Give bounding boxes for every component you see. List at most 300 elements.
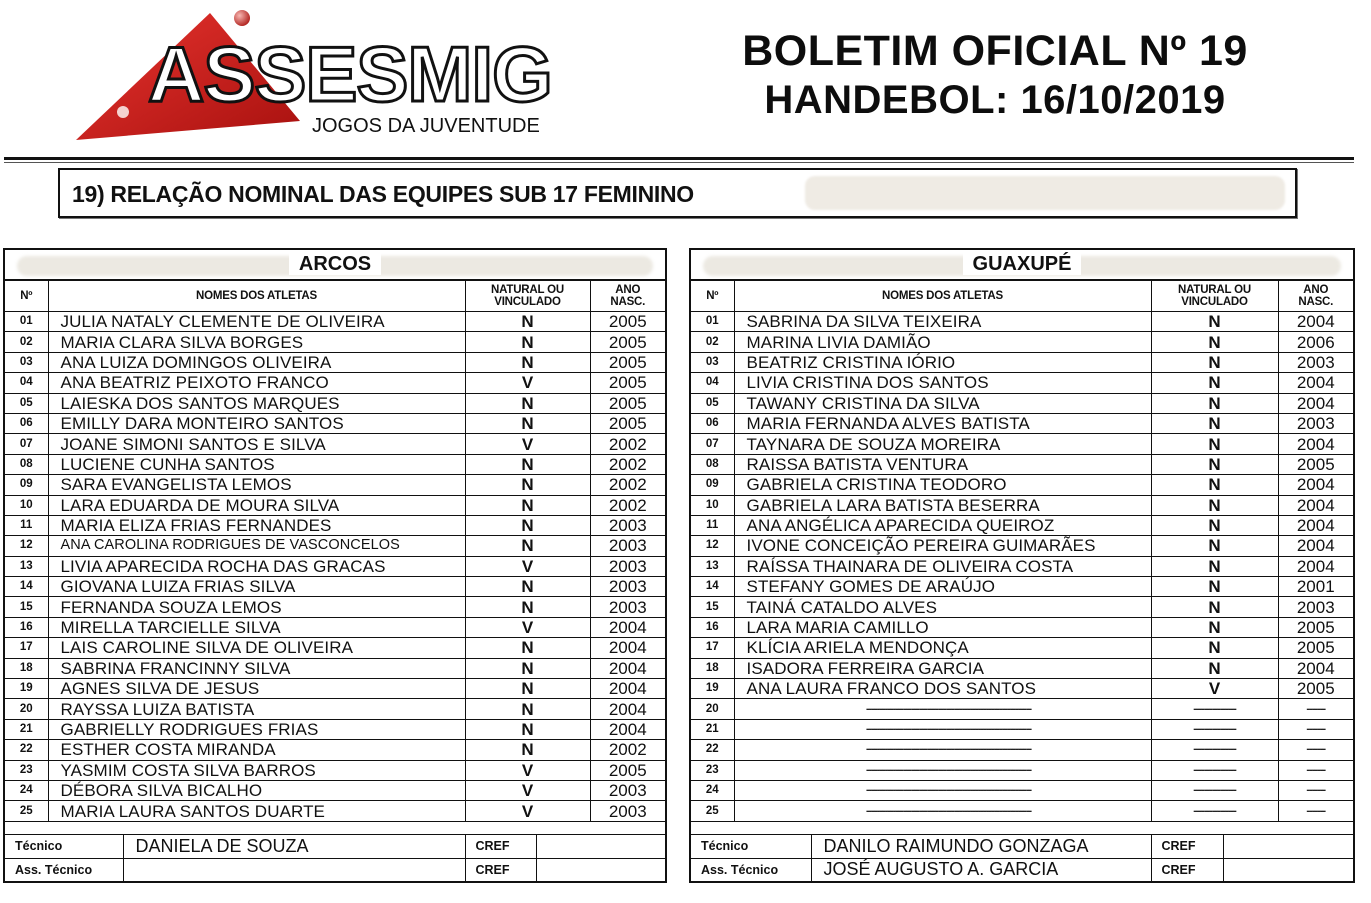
athlete-number: 07 xyxy=(691,434,734,454)
col-header-number: Nº xyxy=(5,281,48,312)
coach-name: DANILO RAIMUNDO GONZAGA xyxy=(811,835,1151,859)
athlete-origin: N xyxy=(465,413,590,433)
athlete-row xyxy=(691,434,1353,454)
athlete-number: 02 xyxy=(5,332,48,352)
athlete-number: 10 xyxy=(5,495,48,515)
athlete-origin: N xyxy=(465,352,590,372)
athlete-birth-year: 2001 xyxy=(1278,577,1353,597)
athlete-birth-year: 2003 xyxy=(590,597,665,617)
athlete-number: 13 xyxy=(5,556,48,576)
athlete-origin: N xyxy=(1151,638,1278,658)
athlete-origin: N xyxy=(465,332,590,352)
athlete-name: ANA LAURA FRANCO DOS SANTOS xyxy=(734,679,1151,699)
assistant-label: Ass. Técnico xyxy=(691,858,811,881)
athlete-birth-year: 2002 xyxy=(590,740,665,760)
athlete-row xyxy=(5,556,665,576)
athlete-number: 15 xyxy=(5,597,48,617)
athlete-number: 18 xyxy=(5,658,48,678)
athlete-name: GABRIELA LARA BATISTA BESERRA xyxy=(734,495,1151,515)
athlete-origin: N xyxy=(465,495,590,515)
col-header-name: NOMES DOS ATLETAS xyxy=(734,281,1151,312)
bulletin-number: BOLETIM OFICIAL Nº 19 xyxy=(742,27,1248,75)
athlete-number: 13 xyxy=(691,556,734,576)
athlete-number: 24 xyxy=(5,780,48,800)
athlete-number: 07 xyxy=(5,434,48,454)
athlete-birth-year: 2005 xyxy=(590,312,665,332)
team-table-guaxupe xyxy=(689,248,1355,883)
staff-table xyxy=(691,834,1353,881)
col-header-year-line2: NASC. xyxy=(610,296,646,308)
athlete-row xyxy=(691,454,1353,474)
athlete-number: 16 xyxy=(691,617,734,637)
athlete-origin: N xyxy=(1151,475,1278,495)
section-highlight xyxy=(805,176,1285,210)
athlete-number: 22 xyxy=(5,740,48,760)
athlete-row xyxy=(691,719,1353,739)
athlete-name: IVONE CONCEIÇÃO PEREIRA GUIMARÃES xyxy=(734,536,1151,556)
athlete-name: LARA EDUARDA DE MOURA SILVA xyxy=(48,495,465,515)
athlete-row xyxy=(5,475,665,495)
athlete-name: JOANE SIMONI SANTOS E SILVA xyxy=(48,434,465,454)
athlete-row xyxy=(691,373,1353,393)
athlete-row xyxy=(5,597,665,617)
athlete-number: 14 xyxy=(691,577,734,597)
athlete-birth-year: 2003 xyxy=(1278,413,1353,433)
coach-label: Técnico xyxy=(691,835,811,859)
athlete-birth-year: 2004 xyxy=(1278,475,1353,495)
athlete-origin: V xyxy=(465,373,590,393)
athlete-number: 12 xyxy=(691,536,734,556)
athlete-row xyxy=(691,638,1353,658)
athlete-name: DÉBORA SILVA BICALHO xyxy=(48,780,465,800)
athlete-number: 16 xyxy=(5,617,48,637)
athlete-origin: V xyxy=(465,760,590,780)
athlete-row xyxy=(691,801,1353,821)
athlete-row xyxy=(691,740,1353,760)
athlete-row xyxy=(5,413,665,433)
athlete-name: BEATRIZ CRISTINA IÓRIO xyxy=(734,352,1151,372)
athlete-birth-year: 2002 xyxy=(590,495,665,515)
assistant-name xyxy=(123,858,465,881)
athlete-row xyxy=(691,312,1353,332)
athlete-origin: N xyxy=(465,719,590,739)
athlete-name: TAWANY CRISTINA DA SILVA xyxy=(734,393,1151,413)
athlete-origin: ---------------- xyxy=(1151,740,1278,760)
athlete-number: 25 xyxy=(691,801,734,821)
athlete-number: 25 xyxy=(5,801,48,821)
athlete-number: 20 xyxy=(691,699,734,719)
athlete-origin: ---------------- xyxy=(1151,780,1278,800)
athlete-row xyxy=(5,740,665,760)
athlete-row xyxy=(5,373,665,393)
team-name: GUAXUPÉ xyxy=(963,253,1082,275)
athlete-row xyxy=(5,719,665,739)
bulletin-title xyxy=(690,26,1300,124)
athlete-origin: V xyxy=(465,617,590,637)
athlete-number: 09 xyxy=(5,475,48,495)
athlete-name: EMILLY DARA MONTEIRO SANTOS xyxy=(48,413,465,433)
coach-name: DANIELA DE SOUZA xyxy=(123,835,465,859)
bulletin-sport-date: HANDEBOL: 16/10/2019 xyxy=(764,78,1226,122)
athlete-origin: V xyxy=(1151,679,1278,699)
athlete-number: 05 xyxy=(691,393,734,413)
athlete-name: LUCIENE CUNHA SANTOS xyxy=(48,454,465,474)
roster-table xyxy=(5,281,665,822)
athlete-name: KLÍCIA ARIELA MENDONÇA xyxy=(734,638,1151,658)
athlete-origin: N xyxy=(1151,556,1278,576)
coach-row xyxy=(5,835,665,859)
athlete-number: 01 xyxy=(691,312,734,332)
athlete-origin: N xyxy=(1151,577,1278,597)
athlete-birth-year: ------- xyxy=(1278,740,1353,760)
athlete-birth-year: 2005 xyxy=(590,352,665,372)
athlete-birth-year: ------- xyxy=(1278,760,1353,780)
athlete-number: 04 xyxy=(5,373,48,393)
athlete-birth-year: 2002 xyxy=(590,475,665,495)
athlete-row xyxy=(691,413,1353,433)
athlete-name: LIVIA APARECIDA ROCHA DAS GRACAS xyxy=(48,556,465,576)
athlete-number: 21 xyxy=(5,719,48,739)
athlete-row xyxy=(691,780,1353,800)
athlete-name: SABRINA DA SILVA TEIXEIRA xyxy=(734,312,1151,332)
athlete-birth-year: 2004 xyxy=(1278,393,1353,413)
athlete-number: 03 xyxy=(691,352,734,372)
athlete-origin: N xyxy=(1151,536,1278,556)
col-header-origin-line2: VINCULADO xyxy=(494,296,561,308)
athlete-name: MARIA LAURA SANTOS DUARTE xyxy=(48,801,465,821)
athlete-origin: ---------------- xyxy=(1151,699,1278,719)
col-header-name: NOMES DOS ATLETAS xyxy=(48,281,465,312)
athlete-origin: ---------------- xyxy=(1151,801,1278,821)
athlete-name: -------------------------------------------------------------- xyxy=(734,699,1151,719)
athlete-row xyxy=(5,760,665,780)
assistant-label: Ass. Técnico xyxy=(5,858,123,881)
athlete-row xyxy=(691,597,1353,617)
athlete-number: 04 xyxy=(691,373,734,393)
athlete-birth-year: 2004 xyxy=(590,699,665,719)
athlete-birth-year: 2004 xyxy=(1278,312,1353,332)
athlete-name: TAINÁ CATALDO ALVES xyxy=(734,597,1151,617)
athlete-birth-year: 2004 xyxy=(590,658,665,678)
athlete-row xyxy=(691,617,1353,637)
athlete-birth-year: 2005 xyxy=(590,760,665,780)
athlete-name: MIRELLA TARCIELLE SILVA xyxy=(48,617,465,637)
section-title: 19) RELAÇÃO NOMINAL DAS EQUIPES SUB 17 FEMININO xyxy=(72,181,694,207)
athlete-origin: N xyxy=(1151,597,1278,617)
col-header-origin xyxy=(465,281,590,312)
athlete-name: ANA ANGÉLICA APARECIDA QUEIROZ xyxy=(734,515,1151,535)
athlete-number: 19 xyxy=(5,679,48,699)
athlete-name: TAYNARA DE SOUZA MOREIRA xyxy=(734,434,1151,454)
athlete-name: -------------------------------------------------------------- xyxy=(734,719,1151,739)
athlete-origin: N xyxy=(1151,312,1278,332)
athlete-row xyxy=(691,515,1353,535)
athlete-origin: N xyxy=(1151,495,1278,515)
athlete-name: ANA CAROLINA RODRIGUES DE VASCONCELOS xyxy=(48,536,465,556)
athlete-row xyxy=(5,434,665,454)
athlete-name: -------------------------------------------------------------- xyxy=(734,780,1151,800)
athlete-number: 14 xyxy=(5,577,48,597)
athlete-row xyxy=(5,699,665,719)
athlete-origin: ---------------- xyxy=(1151,760,1278,780)
athlete-origin: N xyxy=(1151,434,1278,454)
athlete-birth-year: 2005 xyxy=(590,332,665,352)
athlete-name: MARIA CLARA SILVA BORGES xyxy=(48,332,465,352)
athlete-row xyxy=(5,536,665,556)
athlete-number: 12 xyxy=(5,536,48,556)
athlete-name: LAIS CAROLINE SILVA DE OLIVEIRA xyxy=(48,638,465,658)
athlete-origin: N xyxy=(465,475,590,495)
athlete-origin: N xyxy=(1151,454,1278,474)
col-header-year-line1: ANO xyxy=(1303,284,1329,296)
athlete-name: ANA BEATRIZ PEIXOTO FRANCO xyxy=(48,373,465,393)
athlete-origin: N xyxy=(1151,352,1278,372)
athlete-birth-year: 2004 xyxy=(1278,556,1353,576)
athlete-number: 09 xyxy=(691,475,734,495)
athlete-origin: N xyxy=(465,577,590,597)
athlete-origin: N xyxy=(465,536,590,556)
athlete-origin: ---------------- xyxy=(1151,719,1278,739)
athlete-birth-year: ------- xyxy=(1278,801,1353,821)
coach-cref-label: CREF xyxy=(1151,835,1223,859)
athlete-row xyxy=(691,760,1353,780)
athlete-row xyxy=(691,577,1353,597)
athlete-row xyxy=(5,780,665,800)
athlete-number: 23 xyxy=(5,760,48,780)
assistant-cref-label: CREF xyxy=(465,858,536,881)
athlete-row xyxy=(691,393,1353,413)
col-header-origin-line2: VINCULADO xyxy=(1181,296,1248,308)
athlete-birth-year: 2005 xyxy=(590,373,665,393)
athlete-name: SARA EVANGELISTA LEMOS xyxy=(48,475,465,495)
athlete-row xyxy=(691,536,1353,556)
logo-brand-text: ASSESMIG xyxy=(148,38,552,110)
athlete-name: AGNES SILVA DE JESUS xyxy=(48,679,465,699)
athlete-name: SABRINA FRANCINNY SILVA xyxy=(48,658,465,678)
athlete-number: 06 xyxy=(5,413,48,433)
athlete-row xyxy=(5,577,665,597)
col-header-year-line1: ANO xyxy=(615,284,641,296)
coach-cref-label: CREF xyxy=(465,835,536,859)
athlete-name: ESTHER COSTA MIRANDA xyxy=(48,740,465,760)
section-heading-box xyxy=(58,168,1297,218)
athlete-origin: V xyxy=(465,556,590,576)
athlete-number: 11 xyxy=(691,515,734,535)
athlete-number: 11 xyxy=(5,515,48,535)
athlete-birth-year: 2003 xyxy=(1278,597,1353,617)
athlete-row xyxy=(5,332,665,352)
athlete-birth-year: 2003 xyxy=(590,801,665,821)
athlete-name: -------------------------------------------------------------- xyxy=(734,801,1151,821)
assistant-row xyxy=(691,858,1353,881)
assistant-cref-value xyxy=(1223,858,1353,881)
athlete-origin: N xyxy=(465,515,590,535)
athlete-birth-year: 2003 xyxy=(590,515,665,535)
athlete-row xyxy=(691,658,1353,678)
athlete-birth-year: ------- xyxy=(1278,699,1353,719)
athlete-name: RAYSSA LUIZA BATISTA xyxy=(48,699,465,719)
athlete-birth-year: 2006 xyxy=(1278,332,1353,352)
athlete-name: RAÍSSA THAINARA DE OLIVEIRA COSTA xyxy=(734,556,1151,576)
athlete-row xyxy=(5,638,665,658)
athlete-number: 23 xyxy=(691,760,734,780)
athlete-number: 05 xyxy=(5,393,48,413)
col-header-origin-line1: NATURAL OU xyxy=(491,284,564,296)
athlete-row xyxy=(691,699,1353,719)
athlete-row xyxy=(691,332,1353,352)
athlete-birth-year: 2003 xyxy=(590,780,665,800)
athlete-row xyxy=(5,495,665,515)
coach-row xyxy=(691,835,1353,859)
athlete-origin: N xyxy=(465,597,590,617)
athlete-row xyxy=(5,312,665,332)
athlete-row xyxy=(691,475,1353,495)
athlete-birth-year: 2002 xyxy=(590,434,665,454)
assistant-cref-value xyxy=(536,858,665,881)
roster-header-row xyxy=(5,281,665,312)
athlete-row xyxy=(5,679,665,699)
athlete-birth-year: 2005 xyxy=(1278,617,1353,637)
athlete-name: STEFANY GOMES DE ARAÚJO xyxy=(734,577,1151,597)
athlete-origin: V xyxy=(465,434,590,454)
athlete-name: LARA MARIA CAMILLO xyxy=(734,617,1151,637)
athlete-birth-year: 2005 xyxy=(1278,454,1353,474)
athlete-number: 08 xyxy=(691,454,734,474)
athlete-row xyxy=(5,352,665,372)
athlete-birth-year: 2004 xyxy=(590,638,665,658)
athlete-birth-year: 2005 xyxy=(590,393,665,413)
athlete-birth-year: ------- xyxy=(1278,780,1353,800)
team-name: ARCOS xyxy=(289,253,381,275)
assistant-row xyxy=(5,858,665,881)
athlete-birth-year: 2004 xyxy=(590,679,665,699)
athlete-row xyxy=(5,454,665,474)
athlete-origin: V xyxy=(465,801,590,821)
athlete-row xyxy=(5,658,665,678)
coach-cref-value xyxy=(1223,835,1353,859)
athlete-origin: N xyxy=(1151,515,1278,535)
athlete-number: 20 xyxy=(5,699,48,719)
athlete-birth-year: 2004 xyxy=(1278,515,1353,535)
athlete-row xyxy=(5,801,665,821)
athlete-name: MARIA ELIZA FRIAS FERNANDES xyxy=(48,515,465,535)
athlete-origin: N xyxy=(465,679,590,699)
athlete-origin: N xyxy=(1151,658,1278,678)
athlete-origin: V xyxy=(465,780,590,800)
athlete-origin: N xyxy=(465,658,590,678)
assesmig-logo xyxy=(70,8,640,148)
coach-label: Técnico xyxy=(5,835,123,859)
athlete-name: MARIA FERNANDA ALVES BATISTA xyxy=(734,413,1151,433)
athlete-birth-year: 2005 xyxy=(1278,679,1353,699)
athlete-row xyxy=(691,495,1353,515)
header-divider-thin xyxy=(4,162,1354,163)
athlete-name: RAISSA BATISTA VENTURA xyxy=(734,454,1151,474)
team-table-arcos xyxy=(3,248,667,883)
athlete-number: 08 xyxy=(5,454,48,474)
roster-body xyxy=(691,312,1353,822)
athlete-origin: N xyxy=(465,393,590,413)
athlete-row xyxy=(691,679,1353,699)
assistant-cref-label: CREF xyxy=(1151,858,1223,881)
athlete-row xyxy=(691,556,1353,576)
roster-header-row xyxy=(691,281,1353,312)
athlete-name: GABRIELA CRISTINA TEODORO xyxy=(734,475,1151,495)
athlete-number: 10 xyxy=(691,495,734,515)
header-divider xyxy=(4,157,1354,160)
athlete-row xyxy=(5,617,665,637)
col-header-year xyxy=(1278,281,1353,312)
athlete-name: FERNANDA SOUZA LEMOS xyxy=(48,597,465,617)
athlete-row xyxy=(691,352,1353,372)
athlete-origin: N xyxy=(1151,332,1278,352)
athlete-birth-year: 2004 xyxy=(1278,434,1353,454)
athlete-birth-year: 2004 xyxy=(1278,495,1353,515)
athlete-birth-year: 2002 xyxy=(590,454,665,474)
athlete-name: LAIESKA DOS SANTOS MARQUES xyxy=(48,393,465,413)
athlete-birth-year: 2005 xyxy=(1278,638,1353,658)
logo-subtitle: JOGOS DA JUVENTUDE xyxy=(312,115,540,137)
athlete-birth-year: 2003 xyxy=(1278,352,1353,372)
athlete-name: MARINA LIVIA DAMIÃO xyxy=(734,332,1151,352)
athlete-number: 22 xyxy=(691,740,734,760)
athlete-origin: N xyxy=(465,312,590,332)
athlete-number: 19 xyxy=(691,679,734,699)
athlete-number: 02 xyxy=(691,332,734,352)
col-header-year-line2: NASC. xyxy=(1298,296,1334,308)
col-header-year xyxy=(590,281,665,312)
athlete-birth-year: 2004 xyxy=(1278,658,1353,678)
team-title-bar xyxy=(691,250,1353,281)
athlete-birth-year: 2003 xyxy=(590,577,665,597)
athlete-number: 01 xyxy=(5,312,48,332)
athlete-origin: N xyxy=(465,740,590,760)
athlete-origin: N xyxy=(465,699,590,719)
athlete-name: -------------------------------------------------------------- xyxy=(734,760,1151,780)
athlete-origin: N xyxy=(1151,373,1278,393)
athlete-number: 15 xyxy=(691,597,734,617)
col-header-origin xyxy=(1151,281,1278,312)
team-title-bar xyxy=(5,250,665,281)
athlete-row xyxy=(5,393,665,413)
athlete-birth-year: 2003 xyxy=(590,536,665,556)
athlete-number: 24 xyxy=(691,780,734,800)
athlete-origin: N xyxy=(1151,393,1278,413)
coach-cref-value xyxy=(536,835,665,859)
athlete-number: 18 xyxy=(691,658,734,678)
athlete-name: YASMIM COSTA SILVA BARROS xyxy=(48,760,465,780)
col-header-number: Nº xyxy=(691,281,734,312)
athlete-name: GIOVANA LUIZA FRIAS SILVA xyxy=(48,577,465,597)
staff-table xyxy=(5,834,665,881)
athlete-birth-year: 2004 xyxy=(1278,373,1353,393)
athlete-name: -------------------------------------------------------------- xyxy=(734,740,1151,760)
athlete-name: GABRIELLY RODRIGUES FRIAS xyxy=(48,719,465,739)
athlete-origin: N xyxy=(465,638,590,658)
athlete-name: JULIA NATALY CLEMENTE DE OLIVEIRA xyxy=(48,312,465,332)
athlete-birth-year: 2003 xyxy=(590,556,665,576)
athlete-number: 17 xyxy=(5,638,48,658)
athlete-number: 03 xyxy=(5,352,48,372)
athlete-birth-year: 2005 xyxy=(590,413,665,433)
athlete-origin: N xyxy=(465,454,590,474)
col-header-origin-line1: NATURAL OU xyxy=(1178,284,1251,296)
roster-body xyxy=(5,312,665,822)
athlete-birth-year: 2004 xyxy=(1278,536,1353,556)
athlete-name: LIVIA CRISTINA DOS SANTOS xyxy=(734,373,1151,393)
athlete-number: 06 xyxy=(691,413,734,433)
athlete-birth-year: 2004 xyxy=(590,719,665,739)
